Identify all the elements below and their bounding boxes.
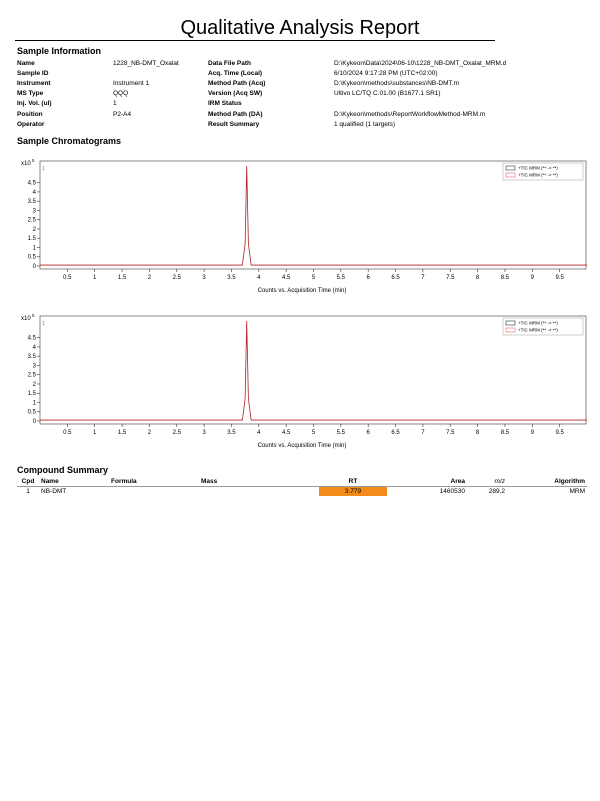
info-row bbox=[17, 121, 577, 131]
x-tick-label: 1 bbox=[93, 275, 97, 281]
legend-swatch bbox=[506, 328, 515, 332]
x-tick-label: 3.5 bbox=[227, 430, 236, 436]
channel-marker: 1 bbox=[42, 321, 45, 327]
x-tick-label: 3.5 bbox=[227, 275, 236, 281]
x-tick-label: 1.5 bbox=[117, 275, 127, 281]
y-tick-label: 1 bbox=[32, 400, 36, 407]
info-value: D:\Kykeon\Data\2024\06-10\1228_NB-DMT_Oxalat_MRM.d bbox=[334, 60, 507, 67]
info-row bbox=[17, 70, 577, 80]
info-key: MS Type bbox=[17, 90, 44, 97]
x-tick-label: 8 bbox=[475, 275, 480, 281]
y-tick-label: 2.5 bbox=[27, 372, 36, 379]
x-tick-label: 5.5 bbox=[336, 275, 346, 281]
x-tick-label: 7 bbox=[421, 430, 425, 436]
x-tick-label: 5 bbox=[311, 275, 316, 281]
compound-summary-heading: Compound Summary bbox=[17, 465, 109, 475]
x-tick-label: 7.5 bbox=[446, 275, 455, 281]
chromatogram-svg-1 bbox=[17, 154, 587, 284]
info-key: Instrument bbox=[17, 80, 51, 87]
y-exponent-label: 5 bbox=[32, 158, 35, 163]
x-tick-label: 8.5 bbox=[500, 430, 510, 436]
header-name: Name bbox=[39, 478, 109, 487]
y-multiplier-label: x10 bbox=[21, 316, 31, 322]
y-multiplier-label: x10 bbox=[21, 161, 31, 167]
info-value: Ultivo LC/TQ C.01.00 (B1677.1 SR1) bbox=[334, 90, 441, 97]
x-tick-label: 6 bbox=[366, 275, 370, 281]
header-area: Area bbox=[387, 478, 467, 487]
y-tick-label: 3.5 bbox=[27, 354, 36, 361]
x-tick-label: 5.5 bbox=[336, 430, 346, 436]
x-tick-label: 9.5 bbox=[555, 275, 564, 281]
legend-label: +TIC MRM (** -> **) bbox=[518, 165, 558, 171]
cell-area: 1460530 bbox=[439, 488, 465, 495]
y-tick-label: 2 bbox=[32, 226, 36, 233]
table-row bbox=[17, 487, 587, 497]
x-tick-label: 4.5 bbox=[281, 275, 291, 281]
x-tick-label: 2 bbox=[147, 430, 152, 436]
info-key: Result Summary bbox=[208, 121, 260, 128]
info-key: Acq. Time (Local) bbox=[208, 70, 263, 77]
x-tick-label: 3 bbox=[202, 275, 206, 281]
info-key: Version (Acq SW) bbox=[208, 90, 263, 97]
info-key: Data File Path bbox=[208, 60, 251, 67]
summary-header-row bbox=[17, 478, 587, 487]
legend-swatch bbox=[506, 173, 515, 177]
cell-algorithm: MRM bbox=[569, 488, 585, 495]
y-tick-label: 4 bbox=[32, 189, 36, 196]
info-key: Operator bbox=[17, 121, 45, 128]
x-tick-label: 8 bbox=[475, 430, 480, 436]
x-tick-label: 6.5 bbox=[391, 275, 400, 281]
y-tick-label: 3 bbox=[32, 363, 36, 370]
info-row bbox=[17, 60, 577, 70]
legend-label: +TIC MRM (** -> **) bbox=[518, 327, 558, 333]
report-title: Qualitative Analysis Report bbox=[180, 17, 420, 39]
x-tick-label: 2.5 bbox=[172, 430, 181, 436]
info-key: Name bbox=[17, 60, 35, 67]
x-tick-label: 6.5 bbox=[391, 430, 400, 436]
info-key: Position bbox=[17, 111, 43, 118]
legend-swatch bbox=[506, 321, 515, 325]
cell-formula bbox=[109, 487, 199, 497]
x-tick-label: 0.5 bbox=[63, 430, 72, 436]
x-tick-label: 2 bbox=[147, 275, 152, 281]
info-row bbox=[17, 90, 577, 100]
cell-rt: 3.779 bbox=[319, 487, 387, 497]
info-value: D:\Kykeon\methods\substances\NB-DMT.m bbox=[334, 80, 459, 87]
chromatogram-svg-2 bbox=[17, 309, 587, 439]
info-value: 6/10/2024 9:17:28 PM (UTC+02:00) bbox=[334, 70, 438, 77]
channel-marker: 1 bbox=[42, 166, 45, 172]
info-key: Method Path (DA) bbox=[208, 111, 263, 118]
info-key: Inj. Vol. (ul) bbox=[17, 100, 52, 107]
x-tick-label: 2.5 bbox=[172, 275, 181, 281]
cell-cpd: 1 bbox=[26, 488, 30, 495]
y-tick-label: 4.5 bbox=[27, 335, 36, 342]
x-tick-label: 8.5 bbox=[500, 275, 510, 281]
y-tick-label: 2.5 bbox=[27, 217, 36, 224]
x-axis-label-1: Counts vs. Acquisition Time (min) bbox=[257, 288, 347, 294]
y-tick-label: 4.5 bbox=[27, 180, 36, 187]
y-tick-label: 0.5 bbox=[27, 254, 36, 261]
header-cpd: Cpd bbox=[17, 478, 39, 487]
info-value: QQQ bbox=[113, 90, 129, 97]
y-tick-label: 0.5 bbox=[27, 409, 36, 416]
x-tick-label: 4.5 bbox=[281, 430, 291, 436]
compound-summary-table bbox=[17, 478, 587, 496]
cell-mass bbox=[199, 487, 319, 497]
chromatogram-chart-1 bbox=[17, 154, 587, 304]
header-formula: Formula bbox=[109, 478, 199, 487]
legend-swatch bbox=[506, 166, 515, 170]
info-value: 1228_NB-DMT_Oxalat bbox=[113, 60, 179, 67]
x-tick-label: 9 bbox=[530, 275, 534, 281]
y-tick-label: 2 bbox=[32, 381, 36, 388]
y-tick-label: 1.5 bbox=[27, 236, 36, 243]
x-tick-label: 4 bbox=[257, 430, 261, 436]
y-exponent-label: 5 bbox=[32, 313, 35, 318]
info-row bbox=[17, 100, 577, 110]
y-tick-label: 4 bbox=[32, 344, 36, 351]
header-rt: RT bbox=[319, 478, 387, 487]
info-value: 1 bbox=[113, 100, 117, 107]
x-tick-label: 0.5 bbox=[63, 275, 72, 281]
y-tick-label: 1 bbox=[32, 245, 36, 252]
y-tick-label: 0 bbox=[32, 264, 36, 270]
y-tick-label: 0 bbox=[32, 419, 36, 425]
info-key: Method Path (Acq) bbox=[208, 80, 266, 87]
chromatograms-heading: Sample Chromatograms bbox=[17, 136, 122, 146]
info-key: Sample ID bbox=[17, 70, 49, 77]
header-algorithm: Algorithm bbox=[507, 478, 587, 487]
info-row bbox=[17, 80, 577, 90]
header-mz: m/z bbox=[467, 478, 507, 487]
x-axis-label-2: Counts vs. Acquisition Time (min) bbox=[257, 443, 347, 449]
cell-name: NB-DMT bbox=[41, 488, 67, 495]
info-value: P2-A4 bbox=[113, 111, 132, 118]
info-value: 1 qualified (1 targets) bbox=[334, 121, 396, 128]
x-tick-label: 3 bbox=[202, 430, 206, 436]
x-tick-label: 9 bbox=[530, 430, 534, 436]
info-value: Instrument 1 bbox=[113, 80, 150, 87]
x-tick-label: 1.5 bbox=[117, 430, 127, 436]
header-mass: Mass bbox=[199, 478, 319, 487]
chromatogram-chart-2 bbox=[17, 309, 587, 459]
x-tick-label: 6 bbox=[366, 430, 370, 436]
x-tick-label: 5 bbox=[311, 430, 316, 436]
y-tick-label: 3.5 bbox=[27, 199, 36, 206]
sample-info-heading: Sample Information bbox=[17, 46, 102, 56]
x-tick-label: 1 bbox=[93, 430, 97, 436]
info-value: D:\Kykeon\methods\ReportWorkflowMethod-MRM.m bbox=[334, 111, 486, 118]
x-tick-label: 7.5 bbox=[446, 430, 455, 436]
x-tick-label: 4 bbox=[257, 275, 261, 281]
y-tick-label: 3 bbox=[32, 208, 36, 215]
x-tick-label: 9.5 bbox=[555, 430, 564, 436]
title-rule bbox=[15, 40, 495, 41]
cell-mz: 289.2 bbox=[488, 488, 505, 495]
y-tick-label: 1.5 bbox=[27, 391, 36, 398]
legend-label: +TIC MRM (** -> **) bbox=[518, 172, 558, 178]
legend-label: +TIC MRM (** -> **) bbox=[518, 320, 558, 326]
info-key: IRM Status bbox=[208, 100, 242, 107]
info-row bbox=[17, 111, 577, 121]
x-tick-label: 7 bbox=[421, 275, 425, 281]
